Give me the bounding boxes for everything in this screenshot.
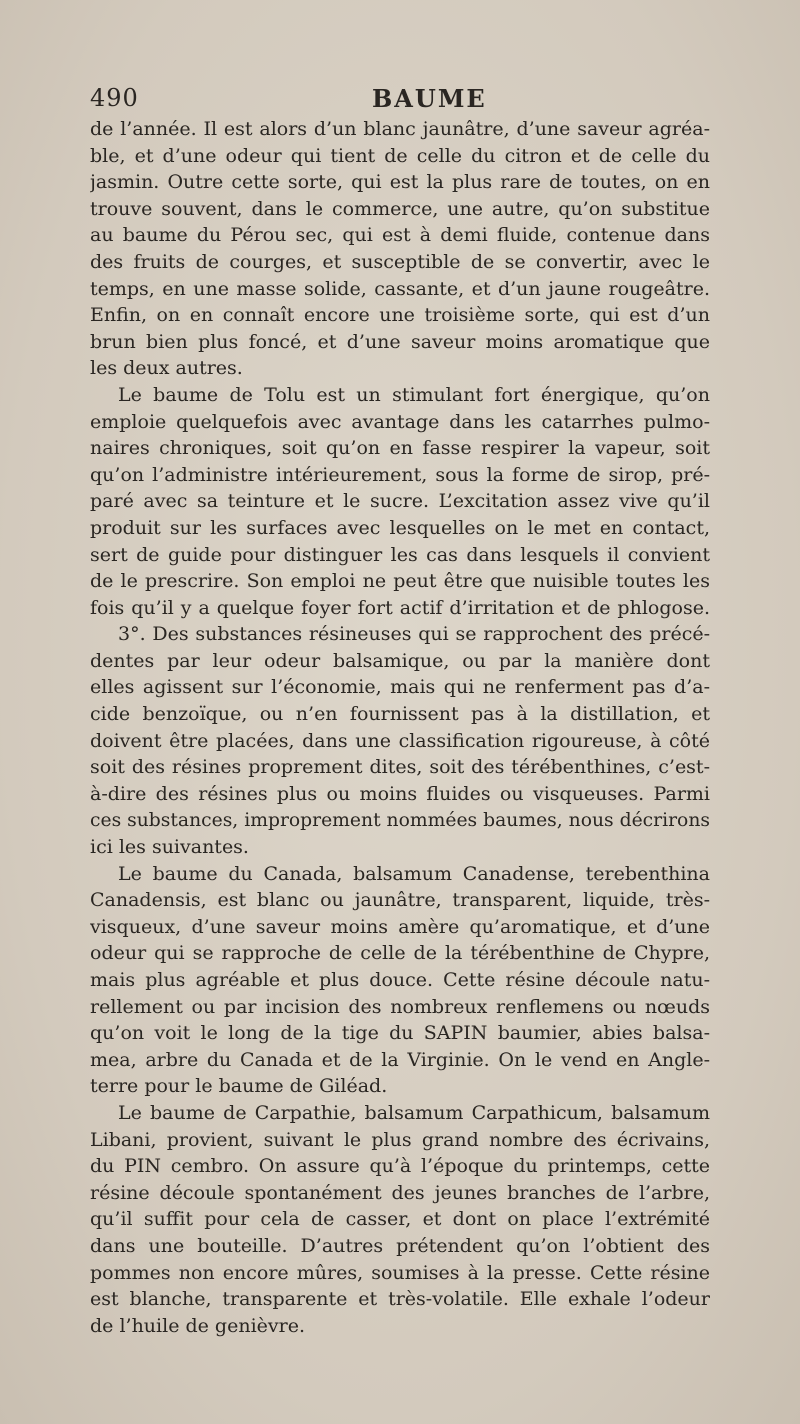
text-line: Le baume du Canada, balsamum Canadense, terebenthina: [118, 862, 710, 885]
text-line: de l’année. Il est alors d’un blanc jaunâtre, d’une saveur agréa-: [90, 118, 710, 140]
page-number: 490: [90, 84, 139, 112]
text-line: mea, arbre du Canada et de la Virginie. On le vend en Angle-: [90, 1048, 710, 1071]
text-line: est blanche, transparente et très-volatile. Elle exhale l’odeur: [90, 1288, 710, 1311]
text-line: à-dire des résines plus ou moins fluides ou visqueuses. Parmi: [90, 782, 710, 805]
text-line: fois qu’il y a quelque foyer fort actif d’irritation et de phlogose.: [90, 596, 710, 619]
text-line: produit sur les surfaces avec lesquelles on le met en contact,: [90, 516, 710, 539]
text-line: Libani, provient, suivant le plus grand nombre des écrivains,: [90, 1128, 710, 1151]
text-line: Le baume de Carpathie, balsamum Carpathicum, balsamum: [118, 1101, 710, 1124]
text-line: terre pour le baume de Giléad.: [90, 1075, 388, 1098]
text-line: ici les suivantes.: [90, 836, 249, 859]
body-text: [90, 116, 730, 1339]
text-line: paré avec sa teinture et le sucre. L’excitation assez vive qu’il: [90, 490, 710, 513]
text-line: temps, en une masse solide, cassante, et d’un jaune rougeâtre.: [90, 277, 710, 300]
text-line: rellement ou par incision des nombreux renflemens ou nœuds: [90, 995, 710, 1018]
text-line: qu’on voit le long de la tige du SAPIN baumier, abies balsa-: [90, 1022, 710, 1045]
text-line: mais plus agréable et plus douce. Cette résine découle natu-: [90, 969, 710, 991]
text-line: naires chroniques, soit qu’on en fasse respirer la vapeur, soit: [90, 437, 710, 460]
text-line: du PIN cembro. On assure qu’à l’époque du printemps, cette: [90, 1155, 710, 1178]
text-line: 3°. Des substances résineuses qui se rapprochent des précé-: [118, 623, 710, 646]
page-header: [90, 84, 710, 120]
text-line: des fruits de courges, et susceptible de se convertir, avec le: [90, 250, 710, 273]
text-line: emploie quelquefois avec avantage dans les catarrhes pulmo-: [90, 410, 710, 433]
text-line: résine découle spontanément des jeunes branches de l’arbre,: [90, 1181, 710, 1204]
text-line: dans une bouteille. D’autres prétendent qu’on l’obtient des: [90, 1234, 710, 1257]
text-line: pommes non encore mûres, soumises à la presse. Cette résine: [90, 1261, 710, 1284]
text-line: soit des résines proprement dites, soit des térébenthines, c’est-: [90, 756, 710, 779]
text-line: jasmin. Outre cette sorte, qui est la plus rare de toutes, on en: [90, 171, 710, 194]
text-line: odeur qui se rapproche de celle de la térébenthine de Chypre,: [90, 942, 710, 965]
text-line: ble, et d’une odeur qui tient de celle du citron et de celle du: [90, 144, 710, 167]
text-line: visqueux, d’une saveur moins amère qu’aromatique, et d’une: [90, 915, 710, 938]
text-line: brun bien plus foncé, et d’une saveur moins aromatique que: [90, 330, 710, 353]
text-line: au baume du Pérou sec, qui est à demi fluide, contenue dans: [90, 224, 710, 247]
text-line: sert de guide pour distinguer les cas dans lesquels il convient: [90, 543, 710, 566]
text-line: Canadensis, est blanc ou jaunâtre, transparent, liquide, très-: [90, 889, 710, 912]
text-line: qu’il suffit pour cela de casser, et dont on place l’extrémité: [90, 1208, 710, 1231]
text-line: qu’on l’administre intérieurement, sous la forme de sirop, pré-: [90, 463, 710, 486]
text-line: de l’huile de genièvre.: [90, 1314, 305, 1337]
text-line: Enfin, on en connaît encore une troisième sorte, qui est d’un: [90, 304, 710, 327]
text-line: dentes par leur odeur balsamique, ou par la manière dont: [90, 649, 710, 672]
text-line: doivent être placées, dans une classification rigoureuse, à côté: [90, 729, 710, 752]
text-line: ces substances, improprement nommées baumes, nous décrirons: [90, 809, 710, 832]
running-head: BAUME: [372, 84, 487, 113]
text-line: elles agissent sur l’économie, mais qui ne renferment pas d’a-: [90, 676, 710, 699]
text-line: Le baume de Tolu est un stimulant fort énergique, qu’on: [118, 383, 710, 406]
text-line: de le prescrire. Son emploi ne peut être que nuisible toutes les: [90, 570, 710, 593]
text-line: les deux autres.: [90, 357, 243, 380]
text-line: trouve souvent, dans le commerce, une autre, qu’on substitue: [90, 197, 710, 220]
text-line: cide benzoïque, ou n’en fournissent pas à la distillation, et: [90, 703, 710, 726]
